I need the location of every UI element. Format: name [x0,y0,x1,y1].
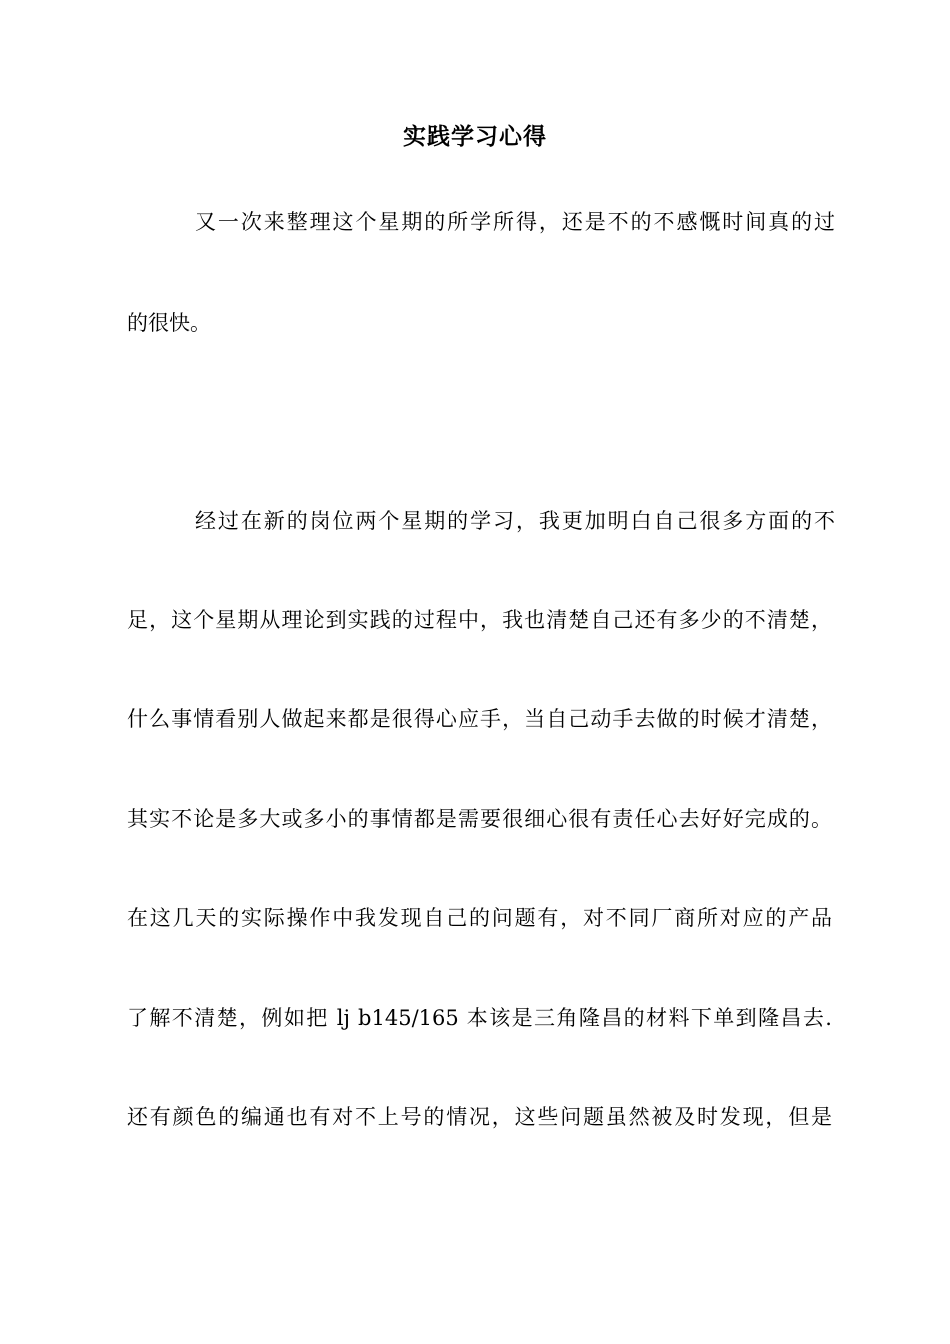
paragraph-line: 的很快。 [127,311,211,335]
paragraph-line: 什么事情看别人做起来都是很得心应手，当自己动手去做的时候才清楚， [127,707,832,731]
paragraph-line: 在这几天的实际操作中我发现自己的问题有，对不同厂商所对应的产品 [127,906,832,930]
paragraph-line: 了解不清楚，例如把 lj b145/165 本该是三角隆昌的材料下单到隆昌去. [127,1006,832,1030]
document-title: 实践学习心得 [403,124,547,150]
paragraph-line: 其实不论是多大或多小的事情都是需要很细心很有责任心去好好完成的。 [127,807,832,831]
paragraph-line: 又一次来整理这个星期的所学所得，还是不的不感慨时间真的过 [195,210,835,234]
paragraph-line: 经过在新的岗位两个星期的学习，我更加明白自己很多方面的不 [195,509,835,533]
paragraph-line: 还有颜色的编通也有对不上号的情况，这些问题虽然被及时发现，但是 [127,1105,832,1129]
paragraph-line: 足，这个星期从理论到实践的过程中，我也清楚自己还有多少的不清楚， [127,608,832,632]
